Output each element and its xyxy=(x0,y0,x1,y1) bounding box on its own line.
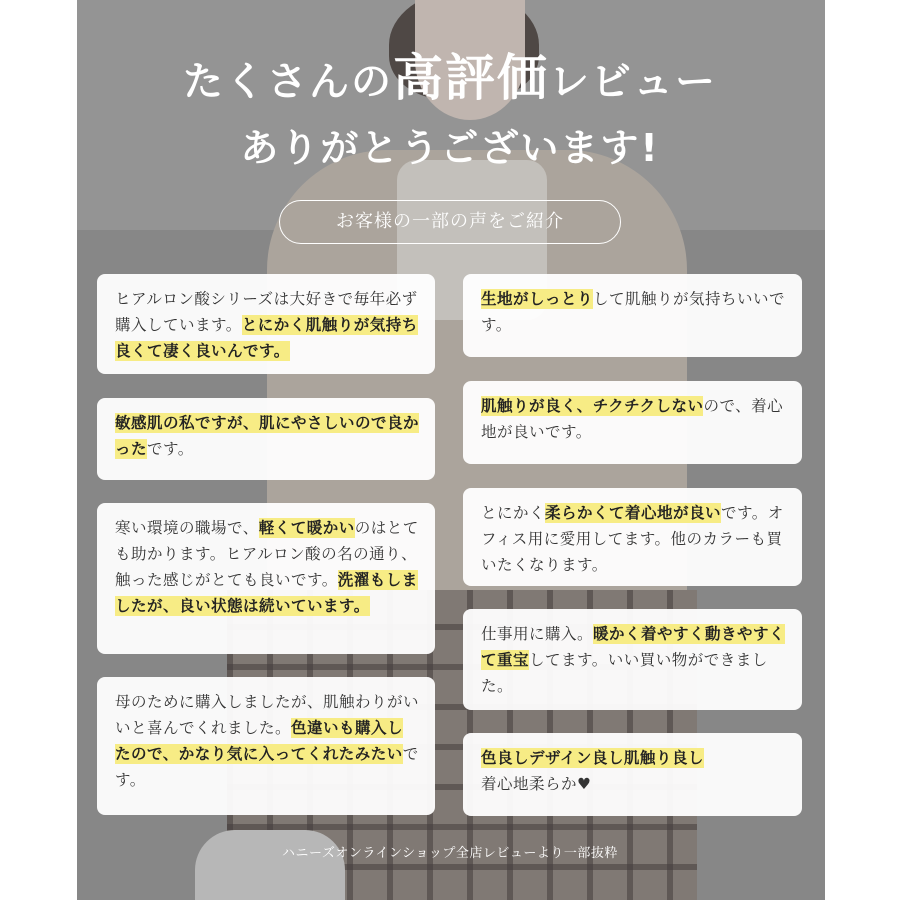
review-text: 仕事用に購入。 xyxy=(481,625,594,643)
headline xyxy=(0,48,900,112)
review-text: 母のために購入しましたが、肌触わりがいいと喜んでくれました。 xyxy=(115,693,420,737)
review-highlight: 肌触りが良く、チクチクしない xyxy=(481,397,704,415)
review-card xyxy=(97,274,435,374)
review-highlight: 敏感肌の私ですが、肌にやさしいので良かった xyxy=(115,414,420,458)
review-highlight: 色違いも購入したので、かなり気に入ってくれたみたい xyxy=(115,719,404,763)
review-highlight: 軽くて暖かい xyxy=(258,519,355,537)
review-text: 着心地柔らか♥ xyxy=(481,775,592,793)
review-text: してます。いい買い物ができました。 xyxy=(481,651,768,695)
review-card xyxy=(463,733,802,816)
review-card xyxy=(463,488,802,586)
review-highlight: 色良しデザイン良し肌触り良し xyxy=(481,749,704,767)
review-card xyxy=(97,398,435,480)
headline-emphasis: 高評価 xyxy=(393,49,549,107)
review-highlight: 柔らかくて着心地が良い xyxy=(545,504,722,522)
footer-note: ハニーズオンラインショップ全店レビューより一部抜粋 xyxy=(282,846,618,861)
review-highlight: とにかく肌触りが気持ち良くて凄く良いんです。 xyxy=(115,316,418,360)
review-text: です。 xyxy=(147,440,194,458)
review-text: です。オフィス用に愛用してます。他のカラーも買いたくなります。 xyxy=(481,504,784,574)
review-card xyxy=(97,503,435,654)
review-text: ので、着心地が良いです。 xyxy=(481,397,784,441)
review-text: です。 xyxy=(115,745,419,789)
review-text: ヒアルロン酸シリーズは大好きで毎年必ず購入しています。 xyxy=(115,290,418,334)
review-text: して肌触りが気持ちいいです。 xyxy=(481,290,786,334)
subtitle-pill: お客様の一部の声をご紹介 xyxy=(279,200,621,244)
headline-line2: ありがとうございます! xyxy=(240,126,660,170)
review-card xyxy=(463,274,802,357)
review-highlight: 洗濯もしましたが、良い状態は続いています。 xyxy=(115,571,418,615)
review-text: とにかく xyxy=(481,504,546,522)
review-text: 寒い環境の職場で、 xyxy=(115,519,259,537)
headline-prefix: たくさんの xyxy=(183,59,393,105)
review-highlight: 暖かく着やすく動きやすくて重宝 xyxy=(481,625,786,669)
headline-suffix: レビュー xyxy=(549,59,717,105)
review-highlight: 生地がしっとり xyxy=(481,290,594,308)
review-card xyxy=(97,677,435,815)
review-card xyxy=(463,609,802,710)
review-text: のはとても助かります。ヒアルロン酸の名の通り、触った感じがとても良いです。 xyxy=(115,519,419,589)
review-card xyxy=(463,381,802,464)
